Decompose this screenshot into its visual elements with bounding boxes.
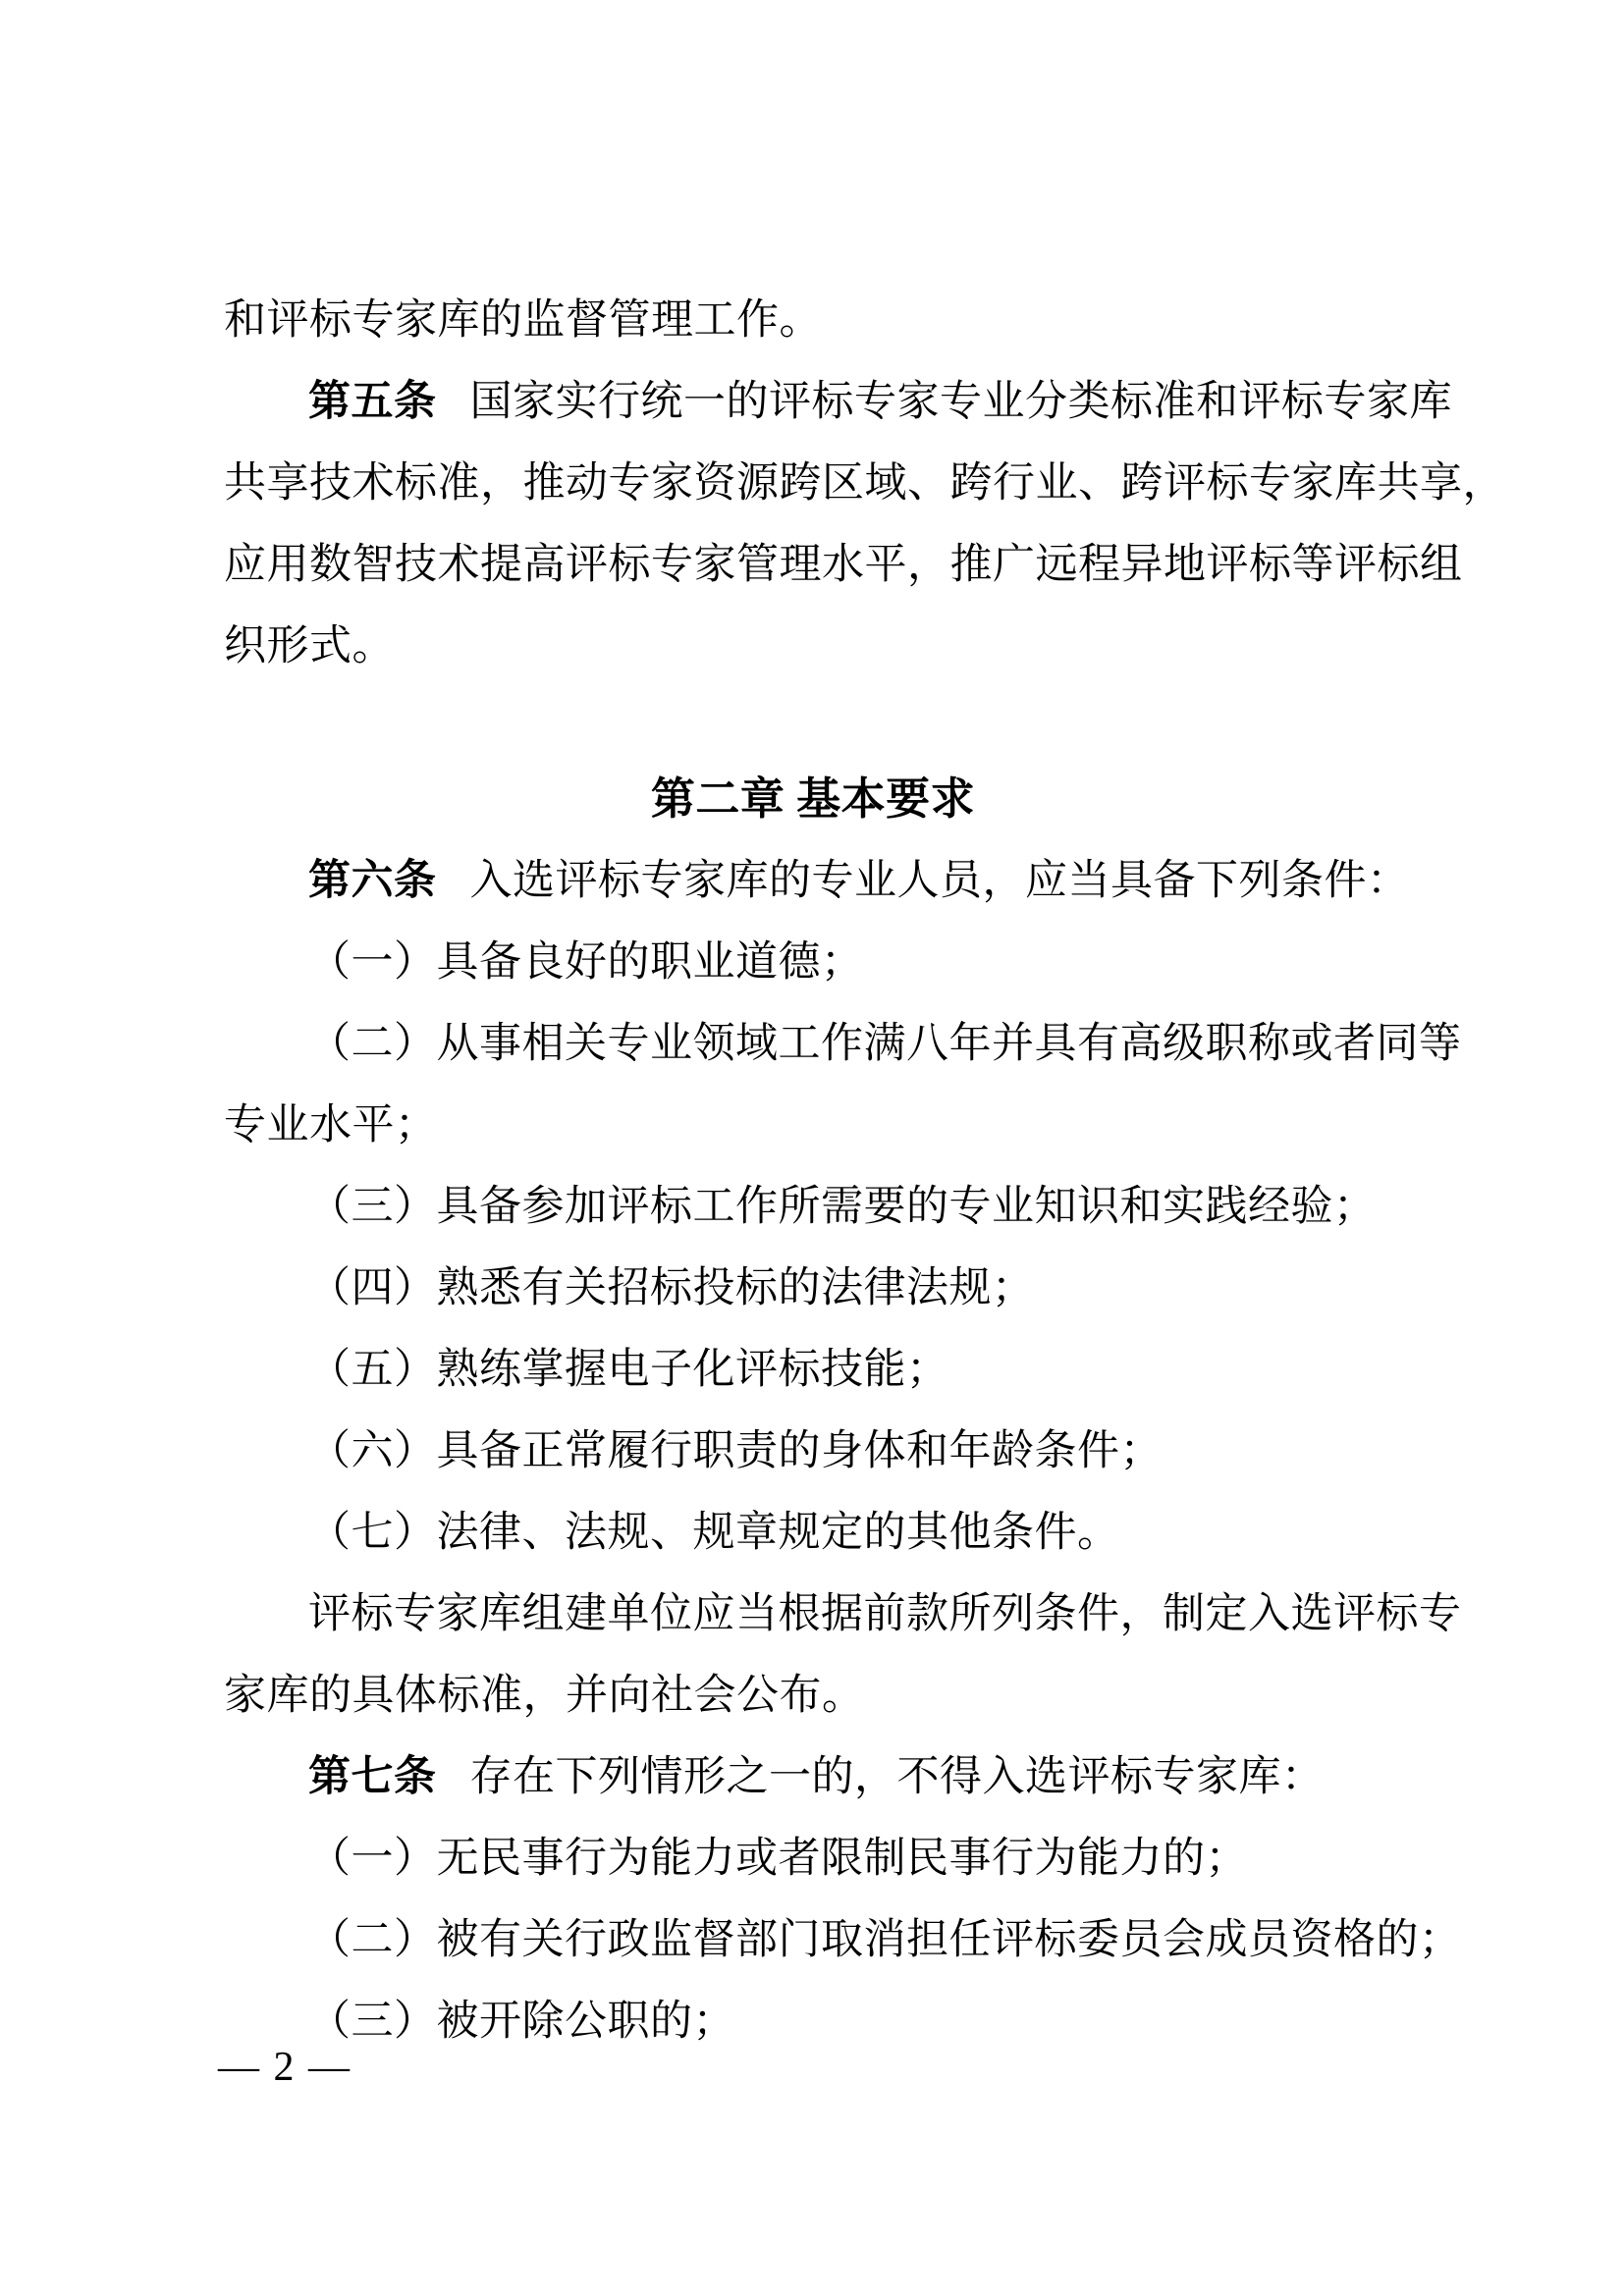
article-5-paragraph	[224, 361, 1452, 443]
article-7-number: 第七条	[308, 1754, 437, 1800]
clause-item-7: （七）法律、法规、规章规定的其他条件。	[308, 1510, 1120, 1556]
clause-item-4: （四）熟悉有关招标投标的法律法规；	[308, 1265, 1035, 1311]
footer-page-number: — 2 —	[218, 2045, 352, 2090]
clause-item-3b: （三）被开除公职的；	[308, 1999, 735, 2045]
body-line: 共享技术标准，推动专家资源跨区域、跨行业、跨评标专家库共享，	[224, 460, 1505, 507]
clause-item-1: （一）具备良好的职业道德；	[308, 939, 864, 986]
article-7-paragraph	[224, 1736, 1441, 1818]
clause-item-5: （五）熟练掌握电子化评标技能；	[308, 1347, 949, 1393]
article-6-number: 第六条	[308, 858, 437, 904]
body-line: 织形式。	[224, 623, 395, 669]
clause-item-2b: （二）被有关行政监督部门取消担任评标委员会成员资格的；	[308, 1917, 1462, 1963]
clause-item-1b: （一）无民事行为能力或者限制民事行为能力的；	[308, 1836, 1248, 1882]
body-paragraph-start: 评标专家库组建单位应当根据前款所列条件，制定入选评标专	[308, 1591, 1462, 1637]
body-line: 应用数智技术提高评标专家管理水平，推广远程异地评标等评标组	[224, 542, 1463, 588]
clause-item-3: （三）具备参加评标工作所需要的专业知识和实践经验；	[308, 1184, 1377, 1230]
article-6-paragraph	[224, 840, 1441, 922]
document-body	[224, 280, 1505, 2062]
clause-item-2: （二）从事相关专业领域工作满八年并具有高级职称或者同等	[308, 1021, 1462, 1067]
body-line: 专业水平；	[224, 1102, 438, 1148]
article-5-number: 第五条	[308, 379, 437, 425]
body-line-continuation: 和评标专家库的监督管理工作。	[224, 297, 822, 344]
chapter-2-heading: 第二章 基本要求	[650, 774, 976, 824]
article-6-text: 入选评标专家库的专业人员，应当具备下列条件：	[469, 858, 1410, 904]
body-line: 家库的具体标准，并向社会公布。	[224, 1673, 865, 1719]
article-7-text: 存在下列情形之一的，不得入选评标专家库：	[469, 1754, 1325, 1800]
clause-item-6: （六）具备正常履行职责的身体和年龄条件；	[308, 1428, 1163, 1474]
article-5-text: 国家实行统一的评标专家专业分类标准和评标专家库	[469, 379, 1452, 425]
